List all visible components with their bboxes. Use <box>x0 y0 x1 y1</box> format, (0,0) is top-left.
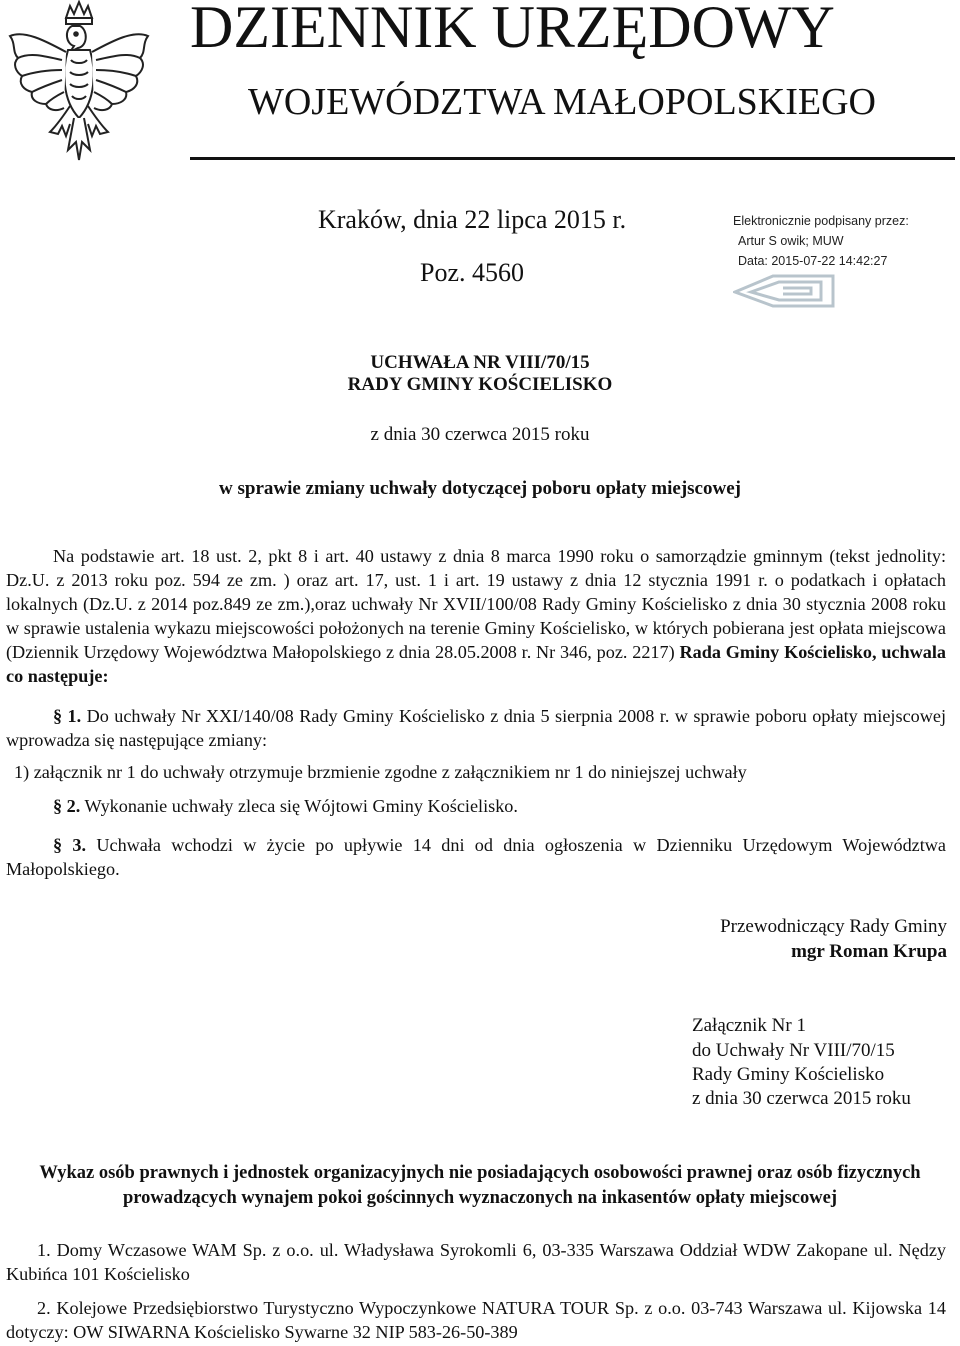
electronic-signature-block <box>733 214 953 304</box>
section-3-paragraph <box>6 833 946 881</box>
annex-council: Rady Gminy Kościelisko <box>692 1064 885 1085</box>
journal-title: DZIENNIK URZĘDOWY <box>190 0 835 60</box>
position-number: Poz. 4560 <box>420 258 524 287</box>
annex-title: Załącznik Nr 1 <box>692 1015 806 1036</box>
signatory-name: mgr Roman Krupa <box>791 941 947 962</box>
list-item: 2. Kolejowe Przedsiębiorstwo Turystyczno Wypoczynkowe NATURA TOUR Sp. z o.o. 03-743 Warszawa ul. Kijowska 14 dotyczy: OW SIWARNA Kościelisko Sywarne 32 NIP 583-26-50-389 <box>6 1298 946 1342</box>
collectors-list-title: Wykaz osób prawnych i jednostek organizacyjnych nie posiadających osobowości prawnej oraz osób fizycznych prowadzących wynajem pokoi gościnnych wyznaczonych na inkasentów opłaty miejscowej <box>39 1163 921 1208</box>
annex-resolution-ref: do Uchwały Nr VIII/70/15 <box>692 1040 895 1061</box>
resolution-date: z dnia 30 czerwca 2015 roku <box>370 424 590 445</box>
resolution-number: UCHWAŁA NR VIII/70/15 <box>370 352 590 373</box>
white-eagle-emblem-icon <box>4 0 154 170</box>
signatory-role: Przewodniczący Rady Gminy <box>720 916 947 937</box>
section-1-paragraph <box>6 704 946 752</box>
section-3-text: Uchwała wchodzi w życie po upływie 14 dni od dnia ogłoszenia w Dzienniku Urzędowym Województwa Małopolskiego. <box>6 835 947 879</box>
list-item: 1. Domy Wczasowe WAM Sp. z o.o. ul. Władysława Syrokomli 6, 03-335 Warszawa Oddział WDW Zakopane ul. Nędzy Kubińca 101 Kościelisko <box>6 1240 946 1284</box>
section-2-paragraph <box>53 796 518 817</box>
amendment-item-1: 1) załącznik nr 1 do uchwały otrzymuje brzmienie zgodne z załącznikiem nr 1 do niniejszej uchwały <box>14 762 747 782</box>
resolution-council: RADY GMINY KOŚCIELISKO <box>347 374 613 395</box>
resolution-subject: w sprawie zmiany uchwały dotyczącej poboru opłaty miejscowej <box>219 478 741 499</box>
esig-signed-by-label: Elektronicznie podpisany przez: <box>733 214 909 228</box>
preamble-text: Na podstawie art. 18 ust. 2, pkt 8 i art. 40 ustawy z dnia 8 marca 1990 roku o samorządzie gminnym (tekst jednolity: Dz.U. z 2013 roku poz. 594 ze zm. ) oraz art. 17, ust. 1 i art. 19 ustawy z dnia 12 stycznia 1991 r. o podatkach i opłatach lokalnych (Dz.U. z 2014 poz.849 ze zm.),oraz uchwały Nr XVII/100/08 Rady Gminy Kościelisko z dnia 30 stycznia 2008 roku w sprawie ustalenia wykazu miejscowości położonych na terenie Gminy Kościelisko, w których pobierana jest opłata miejscowa (Dziennik Urzędowy Województwa Małopolskiego z dnia 28.05.2008 r. Nr 346, poz. 2217) <box>6 546 946 662</box>
section-1-mark: § 1. <box>53 706 82 726</box>
section-1-text: Do uchwały Nr XXI/140/08 Rady Gminy Kościelisko z dnia 5 sierpnia 2008 r. w sprawie poboru opłaty miejscowej wprowadza się następujące zmiany: <box>6 706 946 750</box>
journal-subtitle: WOJEWÓDZTWA MAŁOPOLSKIEGO <box>248 81 876 123</box>
section-3-mark: § 3. <box>53 835 87 855</box>
esig-date: Data: 2015-07-22 14:42:27 <box>738 254 888 268</box>
esig-signer: Artur S owik; MUW <box>738 234 844 248</box>
masthead-divider <box>190 157 955 160</box>
signature-stamp-icon <box>733 272 839 310</box>
publication-place-date: Kraków, dnia 22 lipca 2015 r. <box>318 205 627 234</box>
section-2-mark: § 2. <box>53 796 81 816</box>
annex-date: z dnia 30 czerwca 2015 roku <box>692 1088 911 1109</box>
preamble-paragraph <box>6 544 946 688</box>
section-2-text: Wykonanie uchwały zleca się Wójtowi Gminy Kościelisko. <box>84 796 518 816</box>
preamble-enacting-clause: Rada Gminy Kościelisko, uchwala co następuje: <box>6 642 946 686</box>
